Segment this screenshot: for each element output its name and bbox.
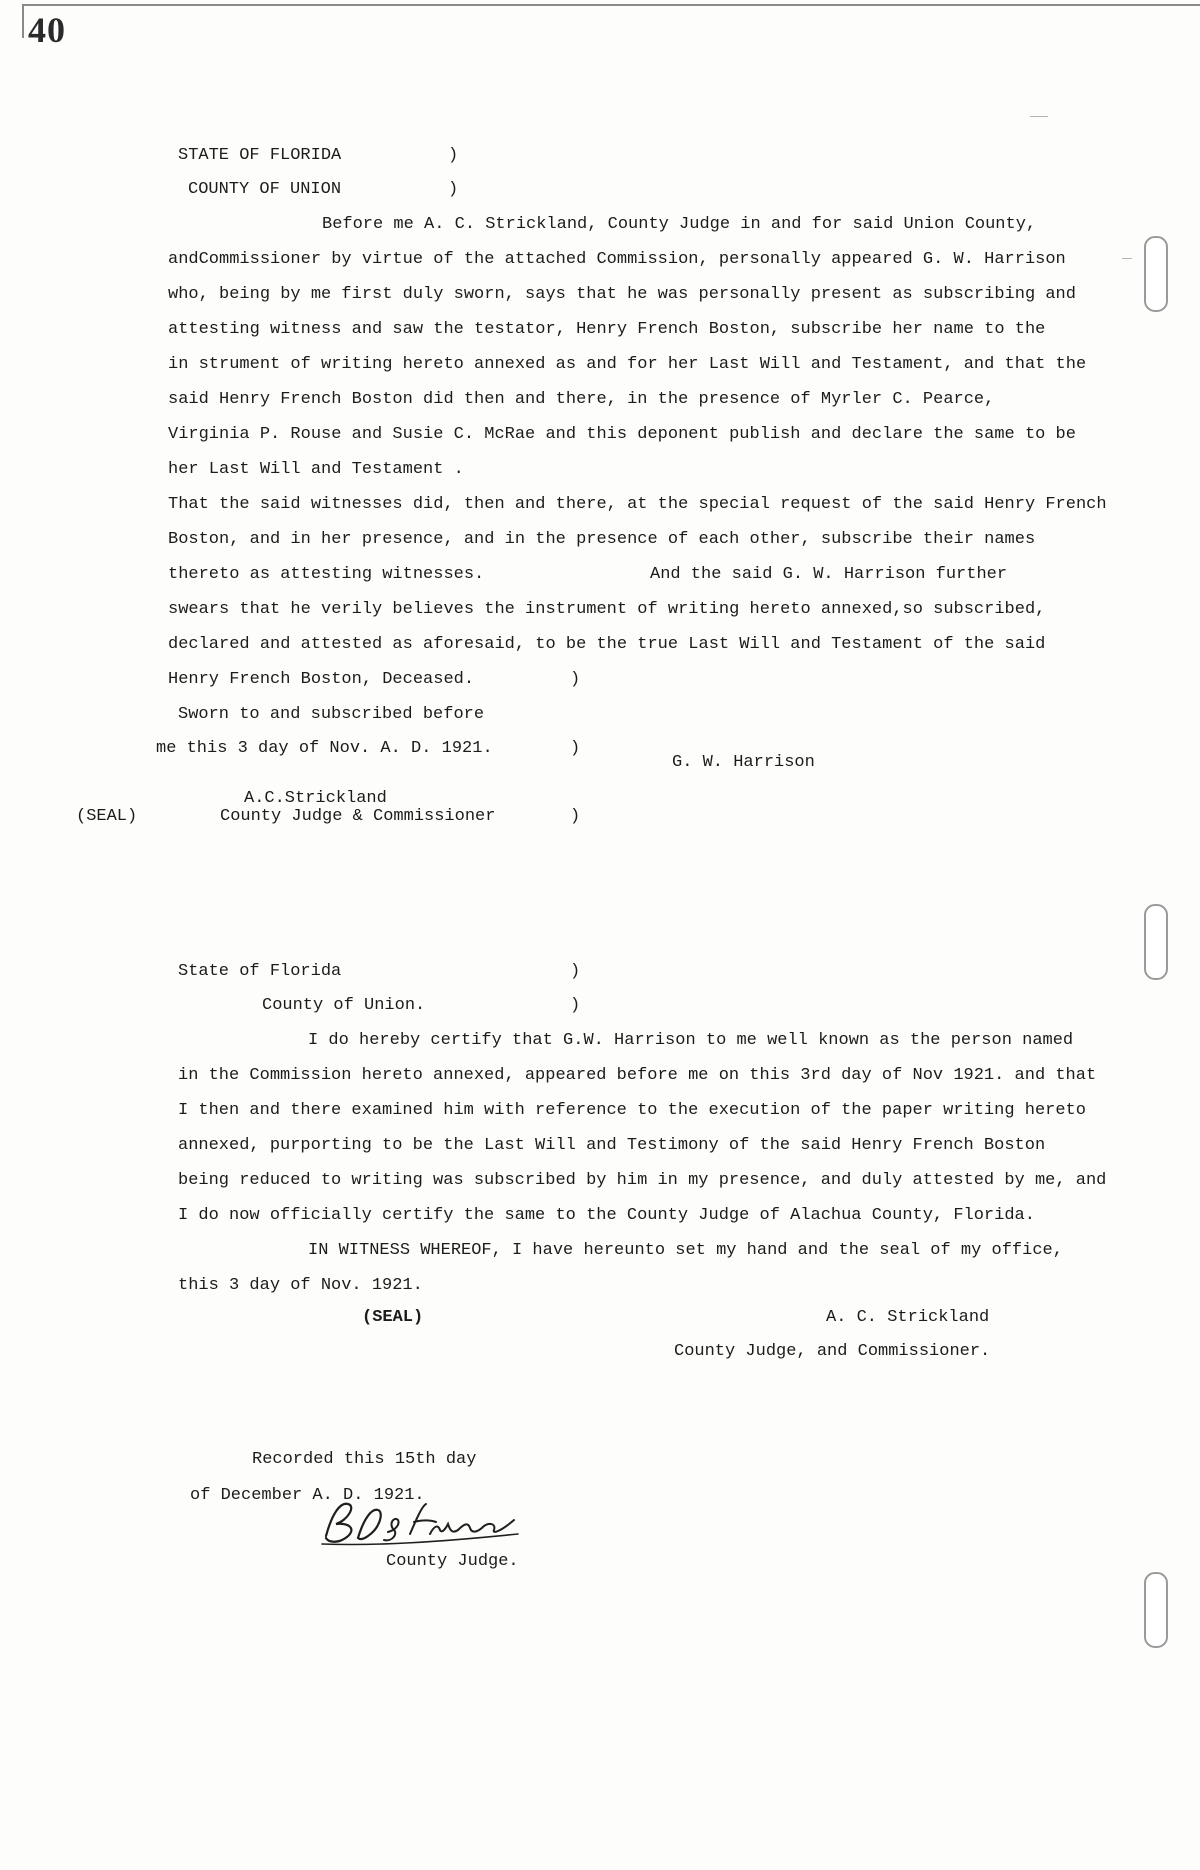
affidavit-line: swears that he verily believes the instrument of writing hereto annexed,so subscribed, bbox=[168, 600, 1046, 619]
affidavit-paren: ) bbox=[570, 739, 581, 758]
affidavit-line: Boston, and in her presence, and in the presence of each other, subscribe their names bbox=[168, 530, 1036, 549]
affidavit-line: That the said witnesses did, then and there, at the special request of the said Henry French bbox=[168, 495, 1107, 514]
certificate-judge-name: A. C. Strickland bbox=[826, 1308, 990, 1327]
affidavit-paren: ) bbox=[570, 807, 581, 826]
signature-stroke bbox=[358, 1510, 381, 1539]
certificate-line: I do now officially certify the same to the County Judge of Alachua County, Florida. bbox=[178, 1206, 1035, 1225]
affidavit-paren: ) bbox=[448, 146, 459, 165]
affidavit-line: attesting witness and saw the testator, Henry French Boston, subscribe her name to the bbox=[168, 320, 1046, 339]
page-top-rule bbox=[22, 4, 1200, 6]
affidavit-line: said Henry French Boston did then and there, in the presence of Myrler C. Pearce, bbox=[168, 390, 995, 409]
page-left-rule bbox=[22, 4, 24, 38]
certificate-line: I then and there examined him with reference to the execution of the paper writing hereto bbox=[178, 1101, 1086, 1120]
affidavit-line: And the said G. W. Harrison further bbox=[650, 565, 1008, 584]
certificate-line: in the Commission hereto annexed, appeared before me on this 3rd day of Nov 1921. and that bbox=[178, 1066, 1097, 1085]
certificate-paren: ) bbox=[570, 996, 581, 1015]
handwritten-signature bbox=[318, 1494, 528, 1550]
stray-mark bbox=[1030, 116, 1048, 117]
signature-stroke bbox=[430, 1520, 514, 1534]
affidavit-line: andCommissioner by virtue of the attached Commission, personally appeared G. W. Harrison bbox=[168, 250, 1066, 269]
certificate-line: annexed, purporting to be the Last Will and Testimony of the said Henry French Boston bbox=[178, 1136, 1046, 1155]
stray-mark bbox=[1122, 258, 1132, 259]
affidavit-line: Virginia P. Rouse and Susie C. McRae and this deponent publish and declare the same to be bbox=[168, 425, 1076, 444]
affidavit-line: Before me A. C. Strickland, County Judge in and for said Union County, bbox=[322, 215, 1037, 234]
affidavit-paren: ) bbox=[570, 670, 581, 689]
affidavit-heading-state: STATE OF FLORIDA bbox=[178, 146, 342, 165]
punch-hole-middle bbox=[1144, 904, 1168, 980]
recording-signer-title: County Judge. bbox=[386, 1552, 519, 1571]
witness-signature-name: G. W. Harrison bbox=[672, 753, 815, 772]
affidavit-line: in strument of writing hereto annexed as and for her Last Will and Testament, and that the bbox=[168, 355, 1087, 374]
certificate-seal: (SEAL) bbox=[362, 1308, 424, 1327]
certificate-heading-state: State of Florida bbox=[178, 962, 342, 981]
certificate-line: I do hereby certify that G.W. Harrison to me well known as the person named bbox=[308, 1031, 1074, 1050]
certificate-line: IN WITNESS WHEREOF, I have hereunto set my hand and the seal of my office, bbox=[308, 1241, 1063, 1260]
signature-stroke bbox=[326, 1504, 351, 1542]
jurat-date-line: me this 3 day of Nov. A. D. 1921. bbox=[156, 739, 493, 758]
recording-line: Recorded this 15th day bbox=[252, 1450, 477, 1469]
certificate-line: this 3 day of Nov. 1921. bbox=[178, 1276, 423, 1295]
punch-hole-top bbox=[1144, 236, 1168, 312]
signature-stroke bbox=[322, 1534, 518, 1545]
affidavit-line: declared and attested as aforesaid, to be the true Last Will and Testament of the said bbox=[168, 635, 1046, 654]
affidavit-judge-name: A.C.Strickland bbox=[244, 789, 387, 808]
certificate-line: being reduced to writing was subscribed by him in my presence, and duly attested by me, and bbox=[178, 1171, 1107, 1190]
affidavit-line: who, being by me first duly sworn, says that he was personally present as subscribing and bbox=[168, 285, 1076, 304]
certificate-judge-title: County Judge, and Commissioner. bbox=[674, 1342, 991, 1361]
recording-date-line: of December A. D. 1921. bbox=[190, 1486, 425, 1505]
affidavit-paren: ) bbox=[448, 180, 459, 199]
certificate-paren: ) bbox=[570, 962, 581, 981]
certificate-heading-county: County of Union. bbox=[262, 996, 426, 1015]
affidavit-heading-county: COUNTY OF UNION bbox=[188, 180, 342, 199]
affidavit-line: Henry French Boston, Deceased. bbox=[168, 670, 475, 689]
punch-hole-bottom bbox=[1144, 1572, 1168, 1648]
affidavit-seal: (SEAL) bbox=[76, 807, 138, 826]
page-number: 40 bbox=[28, 10, 66, 50]
signature-stroke bbox=[384, 1519, 399, 1540]
affidavit-judge-title: County Judge & Commissioner bbox=[220, 807, 496, 826]
jurat-line: Sworn to and subscribed before bbox=[178, 705, 485, 724]
affidavit-line: her Last Will and Testament . bbox=[168, 460, 464, 479]
affidavit-line: thereto as attesting witnesses. bbox=[168, 565, 485, 584]
